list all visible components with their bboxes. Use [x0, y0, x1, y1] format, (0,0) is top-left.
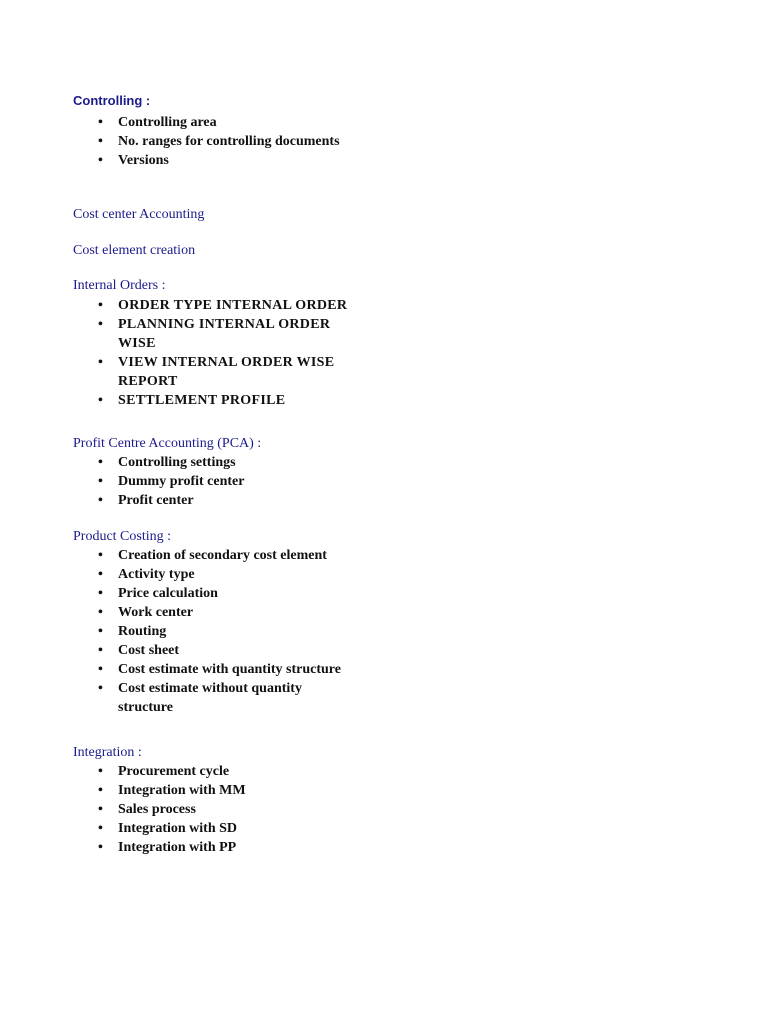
list-item: • Profit center — [98, 493, 194, 508]
list-item: • Cost estimate without quantity structure — [98, 681, 302, 715]
list-item: • Price calculation — [98, 586, 218, 601]
bullet-icon: • — [98, 474, 103, 489]
pca-list — [98, 453, 348, 510]
list-item: • SETTLEMENT PROFILE — [98, 393, 286, 408]
bullet-icon: • — [98, 493, 103, 508]
bullet-icon: • — [98, 681, 103, 696]
bullet-icon: • — [98, 134, 103, 149]
list-item: • PLANNING INTERNAL ORDER WISE — [98, 317, 331, 351]
bullet-icon: • — [98, 662, 103, 677]
list-item: • Cost estimate with quantity structure — [98, 662, 341, 677]
list-item: • Dummy profit center — [98, 474, 245, 489]
bullet-icon: • — [98, 586, 103, 601]
list-item: • VIEW INTERNAL ORDER WISE REPORT — [98, 355, 335, 389]
bullet-icon: • — [98, 355, 104, 370]
section-heading-controlling: Controlling : — [73, 93, 151, 108]
list-item: • Integration with SD — [98, 821, 238, 836]
bullet-icon: • — [98, 567, 103, 582]
bullet-icon: • — [98, 840, 103, 855]
list-item: • Integration with PP — [98, 840, 237, 855]
bullet-icon: • — [98, 153, 103, 168]
list-item: • Cost sheet — [98, 643, 180, 658]
bullet-icon: • — [98, 548, 103, 563]
bullet-icon: • — [98, 624, 103, 639]
section-heading-pca: Profit Centre Accounting (PCA) : — [73, 436, 262, 451]
bullet-icon: • — [98, 115, 103, 130]
bullet-icon: • — [98, 764, 103, 779]
bullet-icon: • — [98, 393, 104, 408]
list-item: • Controlling area — [98, 115, 217, 130]
list-item: • Sales process — [98, 802, 196, 817]
list-item: • Integration with MM — [98, 783, 246, 798]
integration-list — [98, 762, 348, 857]
bullet-icon: • — [98, 605, 103, 620]
list-item: • Controlling settings — [98, 455, 236, 470]
list-item: • Activity type — [98, 567, 195, 582]
list-item: • Procurement cycle — [98, 764, 230, 779]
bullet-icon: • — [98, 298, 104, 313]
bullet-icon: • — [98, 455, 103, 470]
list-item: • Work center — [98, 605, 194, 620]
bullet-icon: • — [98, 317, 104, 332]
section-heading-cost-element: Cost element creation — [73, 243, 196, 258]
list-item: • Versions — [98, 153, 169, 168]
bullet-icon: • — [98, 821, 103, 836]
internal-orders-list — [98, 296, 348, 410]
list-item: • Creation of secondary cost element — [98, 548, 327, 563]
bullet-icon: • — [98, 783, 103, 798]
bullet-icon: • — [98, 643, 103, 658]
controlling-list — [98, 113, 348, 170]
section-heading-internal-orders: Internal Orders : — [73, 278, 166, 293]
product-costing-list — [98, 546, 348, 717]
list-item: • Routing — [98, 624, 167, 639]
section-heading-integration: Integration : — [73, 745, 142, 760]
list-item: • ORDER TYPE INTERNAL ORDER — [98, 298, 348, 313]
bullet-icon: • — [98, 802, 103, 817]
section-heading-product-costing: Product Costing : — [73, 529, 172, 544]
list-item: • No. ranges for controlling documents — [98, 134, 340, 149]
section-heading-cost-center: Cost center Accounting — [73, 207, 205, 222]
